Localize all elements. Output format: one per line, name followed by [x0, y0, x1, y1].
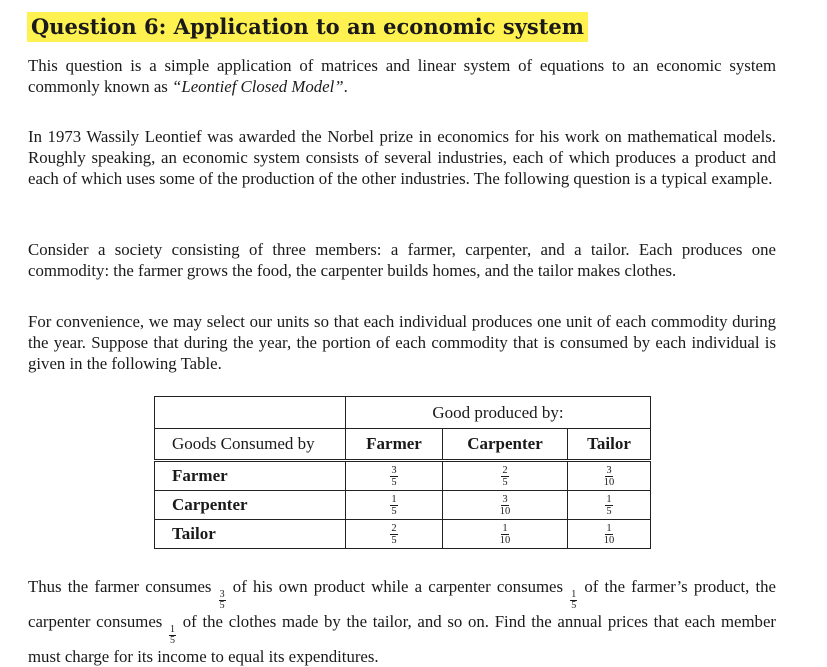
numerator: 3 — [606, 464, 612, 476]
society-paragraph: Consider a society consisting of three members: a farmer, carpenter, and a tailor. Each produces one commodity: the farmer grows the food, the carpenter builds homes, and the tailor makes clothes. — [28, 240, 776, 280]
table-cell — [568, 461, 651, 491]
fraction — [219, 590, 226, 611]
column-header-farmer: Farmer — [346, 429, 443, 461]
denominator: 10 — [499, 505, 511, 517]
table-cell — [346, 491, 443, 520]
table-cell — [568, 491, 651, 520]
numerator: 3 — [391, 464, 397, 476]
conclusion-text: of the farmer’s product, the carpenter consumes — [28, 577, 777, 631]
table-cell — [346, 461, 443, 491]
fraction — [390, 523, 397, 546]
conclusion-paragraph — [28, 576, 776, 667]
intro-text: This question is a simple application of matrices and linear system of equations to an economic system commonly known as — [28, 56, 776, 96]
intro-paragraph — [28, 55, 776, 97]
row-label-tailor: Tailor — [155, 520, 346, 549]
question-heading: Question 6: Application to an economic system — [27, 12, 588, 42]
model-name: “Leontief Closed Model” — [172, 77, 344, 96]
units-paragraph: For convenience, we may select our units so that each individual produces one unit of each commodity during the year. Suppose that during the year, the portion of each commodity that is consumed by each individual is given in the following Table. — [28, 312, 776, 373]
table-row — [155, 520, 651, 549]
denominator: 5 — [170, 635, 176, 646]
numerator: 2 — [391, 522, 397, 534]
denominator: 5 — [219, 600, 225, 611]
table-row — [155, 491, 651, 520]
conclusion-text: Thus the farmer consumes — [28, 577, 218, 596]
numerator: 1 — [391, 493, 397, 505]
denominator: 5 — [391, 476, 397, 488]
history-paragraph: In 1973 Wassily Leontief was awarded the Norbel prize in economics for his work on mathematical models. Roughly speaking, an economic system consists of several industries, each of which produces a product and each of which uses some of the production of the other industries. The following question is a typical example. — [28, 127, 776, 188]
consumption-table — [154, 396, 651, 549]
row-label-farmer: Farmer — [155, 461, 346, 491]
denominator: 5 — [571, 600, 577, 611]
table-cell — [443, 461, 568, 491]
fraction — [603, 465, 616, 488]
denominator: 10 — [603, 476, 615, 488]
fraction — [570, 590, 577, 611]
numerator: 1 — [606, 493, 612, 505]
numerator: 3 — [219, 589, 225, 600]
fraction — [603, 523, 616, 546]
intro-end: . — [343, 77, 348, 96]
conclusion-text: of his own product while a carpenter consumes — [226, 577, 570, 596]
table-cell — [346, 520, 443, 549]
row-label-carpenter: Carpenter — [155, 491, 346, 520]
column-header-tailor: Tailor — [568, 429, 651, 461]
denominator: 5 — [606, 505, 612, 517]
denominator: 10 — [603, 534, 615, 546]
table-cell — [443, 491, 568, 520]
denominator: 5 — [391, 505, 397, 517]
table-corner-cell — [155, 397, 346, 429]
fraction — [499, 494, 512, 517]
numerator: 1 — [571, 589, 577, 600]
fraction — [169, 625, 176, 646]
fraction — [390, 494, 397, 517]
numerator: 3 — [502, 493, 508, 505]
column-header-carpenter: Carpenter — [443, 429, 568, 461]
table-cell — [443, 520, 568, 549]
produced-by-header: Good produced by: — [346, 397, 651, 429]
denominator: 10 — [499, 534, 511, 546]
numerator: 1 — [170, 624, 176, 635]
fraction — [499, 523, 512, 546]
fraction — [605, 494, 612, 517]
denominator: 5 — [502, 476, 508, 488]
denominator: 5 — [391, 534, 397, 546]
table-cell — [568, 520, 651, 549]
fraction — [390, 465, 397, 488]
consumed-by-header: Goods Consumed by — [155, 429, 346, 461]
conclusion-text: of the clothes made by the tailor, and so on. Find the annual prices that each member must charge for its income to equal its expenditures. — [28, 612, 776, 666]
numerator: 2 — [502, 464, 508, 476]
fraction — [501, 465, 508, 488]
numerator: 1 — [606, 522, 612, 534]
numerator: 1 — [502, 522, 508, 534]
table-row — [155, 461, 651, 491]
